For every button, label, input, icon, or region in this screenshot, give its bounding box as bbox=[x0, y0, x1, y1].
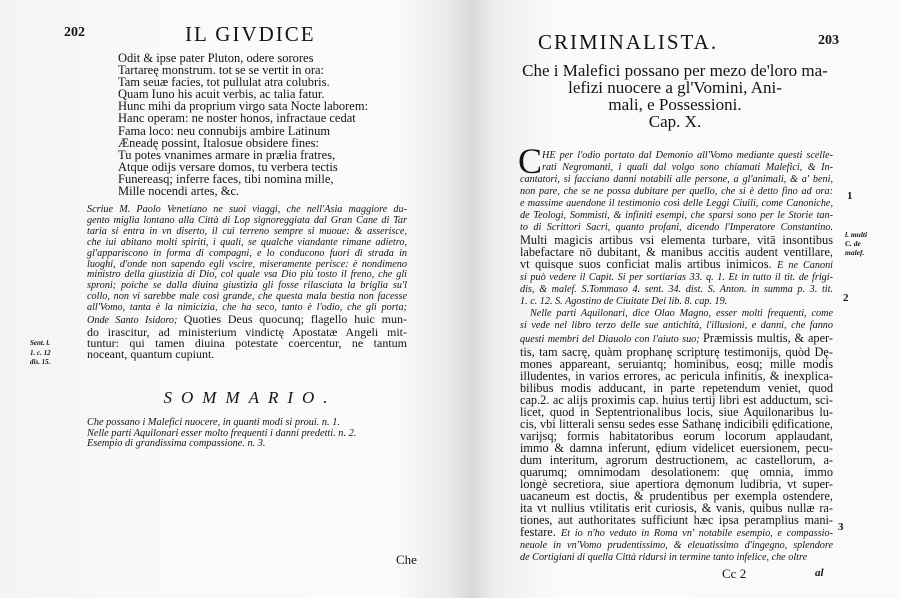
text-line: Æneadę possint, Italosue obsidere fines: bbox=[118, 135, 319, 150]
text-segment: Præmissis multis, & aper- bbox=[703, 331, 833, 345]
text-segment: Scriue M. Paolo Venetiano ne suoi viaggi, che nell'Asia maggiore du- bbox=[87, 204, 407, 215]
text-line bbox=[520, 174, 833, 186]
text-segment: Nelle parti Aquilonari, dice Olao Magno, esser molti frequenti, come bbox=[530, 308, 833, 319]
margin-note-line: C. de bbox=[845, 239, 861, 248]
text-segment: ita vt nullius vtilitatis erit curiosis, & vanis, quibus nullæ ra- bbox=[520, 501, 833, 515]
text-line: Fama loco: neu connubijs ambire Latinum bbox=[118, 123, 331, 138]
margin-number-1: 1 bbox=[847, 190, 853, 202]
poem-verse bbox=[118, 52, 418, 197]
margin-note-line: malef. bbox=[845, 248, 865, 257]
text-segment: cis, vbi litterali sensu sedes esse Sathanę indicibili ędificatione, bbox=[520, 417, 833, 431]
text-segment: immo & damna inferunt, ędium videlicet euersionem, pecu- bbox=[520, 441, 833, 455]
text-line: Esempio di grandissima compassione. n. 3. bbox=[87, 438, 266, 449]
text-segment: si vede nel libro terzo delle sue antichità, l'illusioni, e danni, che fanno bbox=[520, 320, 833, 331]
text-segment: questi membri del Diauolo con l'aiuto suo; bbox=[520, 334, 704, 345]
text-line bbox=[520, 284, 833, 296]
text-line: lefizi nuocere a gl'Vomini, Ani- bbox=[568, 78, 782, 97]
text-segment: tuntur: qui tamen diuina potestate coercentur, ne tantum bbox=[87, 335, 407, 350]
text-line: Hanc operam: ne noster honos, infractaue cedat bbox=[118, 111, 356, 126]
text-segment: bilibus modis adducant, in parte repetendum veniet, quod bbox=[520, 381, 833, 395]
text-line bbox=[520, 272, 833, 284]
text-line: mali, e Possessioni. bbox=[608, 95, 742, 114]
text-line bbox=[520, 514, 833, 526]
text-line bbox=[520, 162, 833, 174]
text-segment: HE per l'odio portato dal Demonio all'Vomo mediante questi scelle- bbox=[542, 150, 833, 161]
text-segment: Et io n'ho veduto in Roma vn' notabile esempio, e compassio- bbox=[561, 528, 833, 539]
text-segment: dis, & malef. S.Tommaso 4. sent. 34. dist. S. Anton. in summa p. 3. tit. bbox=[520, 284, 833, 295]
text-line: Cap. X. bbox=[648, 112, 702, 131]
text-segment: sproni; poiche se dalla diuina giustizia gli fosse rilasciata la briglia su'l bbox=[87, 280, 407, 292]
text-segment: si può vedere il Capit. Si per sortiarias 33. q. 1. Et in tutto il tit. de frigi- bbox=[520, 272, 833, 283]
text-segment: 1. c. 12. S. Agostino de Ciuitate Dei lib. 8. cap. 19. bbox=[520, 296, 728, 307]
text-segment: E ne Canoni bbox=[777, 260, 833, 271]
text-segment: collo, non vi sarebbe male così grande, che questa mala bestia non facesse bbox=[87, 291, 407, 303]
text-line bbox=[520, 258, 833, 272]
text-segment: uacaneum est doctis, & prudentibus per exempla ostendere, bbox=[520, 489, 833, 503]
text-segment: all'Vomo, tanta è la nimicizia, che ha seco, tanto è l'odio, che gli porta; bbox=[87, 302, 407, 314]
text-segment: cap.2. ac alijs proximis cap. huius tertij libri est adductum, sci- bbox=[520, 393, 833, 407]
text-line: Atque odijs versare domos, tu verbera tectis bbox=[118, 159, 338, 174]
text-segment: noceant, quantum cupiunt. bbox=[87, 346, 215, 361]
text-line bbox=[520, 296, 833, 308]
text-line bbox=[520, 186, 833, 198]
text-segment: cantatori, si facciano danni notabili alle persone, a gl'animali, & a' beni, bbox=[520, 174, 833, 185]
text-line: Che possano i Malefici nuocere, in quanti modi si proui. n. 1. bbox=[87, 417, 340, 428]
right-page-number: 203 bbox=[818, 33, 839, 48]
drop-cap: C bbox=[518, 141, 543, 181]
text-segment: de Cortigiani di quella Città ridursi in termine tanto infelice, che oltre bbox=[520, 552, 808, 563]
text-line: Mille nocendi artes, &c. bbox=[118, 184, 240, 199]
text-segment: Onde Santo Isidoro; bbox=[87, 315, 184, 327]
text-segment: mones appareant, seruiantq; hominibus, eosq; mille modis bbox=[520, 357, 833, 371]
text-segment: varijsq; formis habitatoribus eorum locorum applaudant, bbox=[520, 429, 833, 443]
left-prose-paragraph bbox=[87, 205, 407, 360]
left-page-number: 202 bbox=[64, 25, 85, 40]
text-segment: luoghi, d'onde non sapendo egli vscire, miseramente perisce: è nondimeno bbox=[87, 258, 407, 270]
chapter-title bbox=[510, 62, 840, 130]
text-segment: neuole in vn'Vomo prudentissimo, & eleuatissimo d'ingegno, splendore bbox=[520, 540, 833, 551]
margin-number-3: 3 bbox=[838, 521, 844, 533]
left-running-head: IL GIVDICE bbox=[185, 22, 316, 46]
text-segment: vt quisque suos conficiat malis artibus inimicos. bbox=[520, 257, 778, 271]
text-segment: gento miglia lontano alla Città di Lop signoreggiata dal Gran Cane di Tar bbox=[87, 214, 407, 226]
signature-mark: Cc 2 bbox=[722, 566, 747, 581]
right-running-head: CRIMINALISTA. bbox=[538, 30, 719, 54]
text-segment: tis, tam sacrę, quàm prophanę scripturę testimonijs, quòd Dę- bbox=[520, 345, 833, 359]
text-line: Che i Malefici possano per mezo de'loro ma- bbox=[522, 61, 828, 80]
text-segment: tiones, aut authoritates sufficiunt hæc ipsa peramplius mani- bbox=[520, 513, 833, 527]
left-margin-note bbox=[30, 339, 51, 368]
text-line: Funereasq; inferre faces, tibi nomina mille, bbox=[118, 171, 334, 186]
text-segment: de Teologi, Sommisti, & infiniti esempi, che sparsi sono per le Storie tan- bbox=[520, 210, 833, 221]
text-line bbox=[520, 526, 833, 540]
text-line bbox=[520, 150, 833, 162]
text-line: Tam seuæ facies, tot pullulat atra colubris. bbox=[118, 75, 330, 90]
text-line bbox=[520, 332, 833, 346]
text-segment: longè secretiora, siue apertiora dęmonum ludibria, vt super- bbox=[520, 477, 833, 491]
text-line: dis. 15. bbox=[30, 358, 51, 366]
text-segment: gl'appariscono in forma di compagni, e lo conducono fuori di strada in bbox=[87, 247, 407, 259]
text-segment: ministro della giustizia di Dio, col quale vsa Dio più tosto il freno, che gli bbox=[87, 269, 407, 281]
text-line: Tu potes vnanimes armare in prælia fratres, bbox=[118, 147, 336, 162]
text-segment: non pare, che se ne possa dubitare per quello, che si è detto fino ad ora: bbox=[520, 186, 833, 197]
sommario-list bbox=[87, 418, 356, 450]
text-line bbox=[520, 210, 833, 222]
text-line: Hunc mihi da proprium virgo sata Nocte laborem: bbox=[118, 99, 369, 114]
right-catchword: al bbox=[815, 567, 824, 579]
text-line bbox=[520, 540, 833, 552]
right-body-text bbox=[520, 150, 833, 564]
text-line bbox=[520, 552, 833, 564]
text-segment: taria si entra in vn diserto, il cui terreno sempre si muoue: & asserisce, bbox=[87, 225, 407, 237]
text-line: Odit & ipse pater Pluton, odere sorores bbox=[118, 51, 314, 65]
text-line: Sent. l. bbox=[30, 339, 51, 347]
text-segment: Multi magicis artibus vsi elementa turbare, vitā insontibus bbox=[520, 233, 833, 247]
text-segment: illudentes, in varios errores, ac pericula infinitis, & inexplica- bbox=[520, 369, 833, 383]
text-segment: labefactare nō dubitant, & manibus accitis audent ventillare, bbox=[520, 245, 833, 259]
left-catchword: Che bbox=[396, 552, 417, 567]
text-segment: licet, quod in Septentrionalibus locis, siue Aquilonaribus lu- bbox=[520, 405, 833, 419]
text-line bbox=[520, 308, 833, 320]
text-segment: Quoties Deus quocunq; flagello huic mun- bbox=[183, 312, 407, 327]
text-segment: che iui abitano molti spiriti, i quali, se qualche viandante rimane adietro, bbox=[87, 236, 407, 248]
margin-number-2: 2 bbox=[843, 292, 849, 304]
text-line: 1. c. 12 bbox=[30, 348, 51, 357]
text-line bbox=[87, 346, 407, 361]
margin-note-citation bbox=[845, 230, 867, 257]
text-line: Quam Iuno his acuit verbis, ac talia fatur. bbox=[118, 87, 325, 102]
text-segment: rati Negromanti, i quali dal volgo sono chiamati Malefici, & In- bbox=[542, 162, 833, 173]
text-segment: to di Scrittori Sacri, quanto profani, dicendo l'Imperatore Constantino. bbox=[520, 222, 833, 233]
text-line: Nelle parti Aquilonari esser molto frequenti i danni predetti. n. 2. bbox=[87, 427, 357, 439]
margin-note-line: l. multi bbox=[845, 230, 868, 239]
text-segment: quarumq; omnimodam desolationem: quę omnia, immo bbox=[520, 465, 833, 479]
text-segment: festare. bbox=[520, 525, 562, 539]
text-line: Tartareę monstrum. tot se se vertit in ora: bbox=[118, 63, 325, 78]
text-line bbox=[520, 198, 833, 210]
text-segment: e massime auendone il testimonio così delle Leggi Ciuili, come Canoniche, bbox=[520, 198, 833, 209]
text-segment: dum interitum, agrorum destructionem, ac castellorum, a- bbox=[520, 453, 833, 467]
text-segment: do irascitur, ad ministerium vindictę Apostatæ Angeli mit- bbox=[87, 324, 407, 339]
sommario-heading: SOMMARIO. bbox=[163, 388, 337, 407]
